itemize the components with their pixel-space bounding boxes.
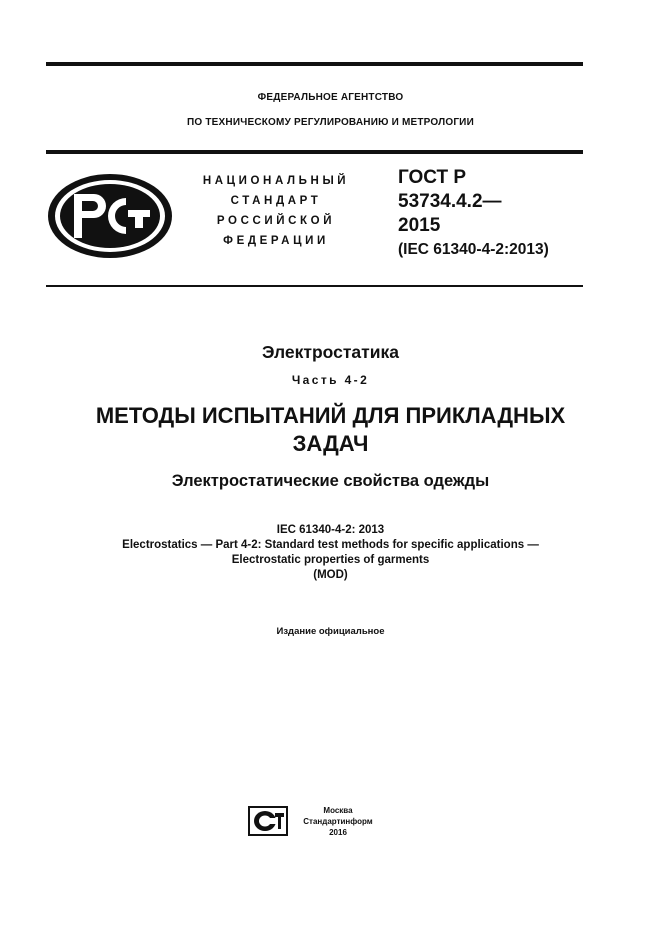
english-line-1: IEC 61340-4-2: 2013 [276, 524, 385, 536]
header-rule [46, 150, 583, 154]
part-number: Часть 4-2 [291, 373, 370, 387]
publisher-block [296, 805, 380, 838]
gost-r-mark-icon [46, 172, 174, 260]
gost-designation [398, 166, 549, 262]
gost-line-1: ГОСТ Р [398, 167, 467, 188]
english-line-2: Electrostatics — Part 4-2: Standard test methods for specific applications — [122, 539, 539, 551]
national-standard-line-4: ФЕДЕРАЦИИ [223, 235, 329, 247]
gost-line-3: 2015 [398, 215, 441, 236]
edition-label: Издание официальное [276, 626, 385, 637]
publisher-year: 2016 [329, 828, 347, 837]
main-topic: Электростатика [262, 342, 399, 362]
subtitle: Электростатические свойства одежды [171, 472, 490, 490]
national-standard-block [176, 171, 376, 251]
page-title-line-2: ЗАДАЧ [292, 431, 369, 456]
page-title-line-1: МЕТОДЫ ИСПЫТАНИЙ ДЛЯ ПРИКЛАДНЫХ [95, 403, 566, 428]
gost-line-4: (IEC 61340-4-2:2013) [398, 241, 549, 258]
publisher-name: Стандартинформ [303, 817, 373, 826]
english-line-4: (MOD) [313, 569, 348, 581]
gost-line-2: 53734.4.2— [398, 191, 502, 212]
english-line-3: Electrostatic properties of garments [231, 554, 430, 566]
header-bottom-rule [46, 285, 583, 287]
top-rule [46, 62, 583, 66]
national-standard-line-1: НАЦИОНАЛЬНЫЙ [202, 175, 350, 187]
agency-line-1: ФЕДЕРАЛЬНОЕ АГЕНТСТВО [257, 92, 404, 103]
publisher-city: Москва [323, 806, 353, 815]
standartinform-logo-icon [248, 806, 288, 836]
page-title [0, 402, 661, 458]
english-reference [0, 523, 661, 583]
national-standard-line-2: СТАНДАРТ [230, 195, 322, 207]
agency-line-2: ПО ТЕХНИЧЕСКОМУ РЕГУЛИРОВАНИЮ И МЕТРОЛОГИИ [187, 117, 474, 128]
national-standard-line-3: РОССИЙСКОЙ [216, 215, 336, 227]
